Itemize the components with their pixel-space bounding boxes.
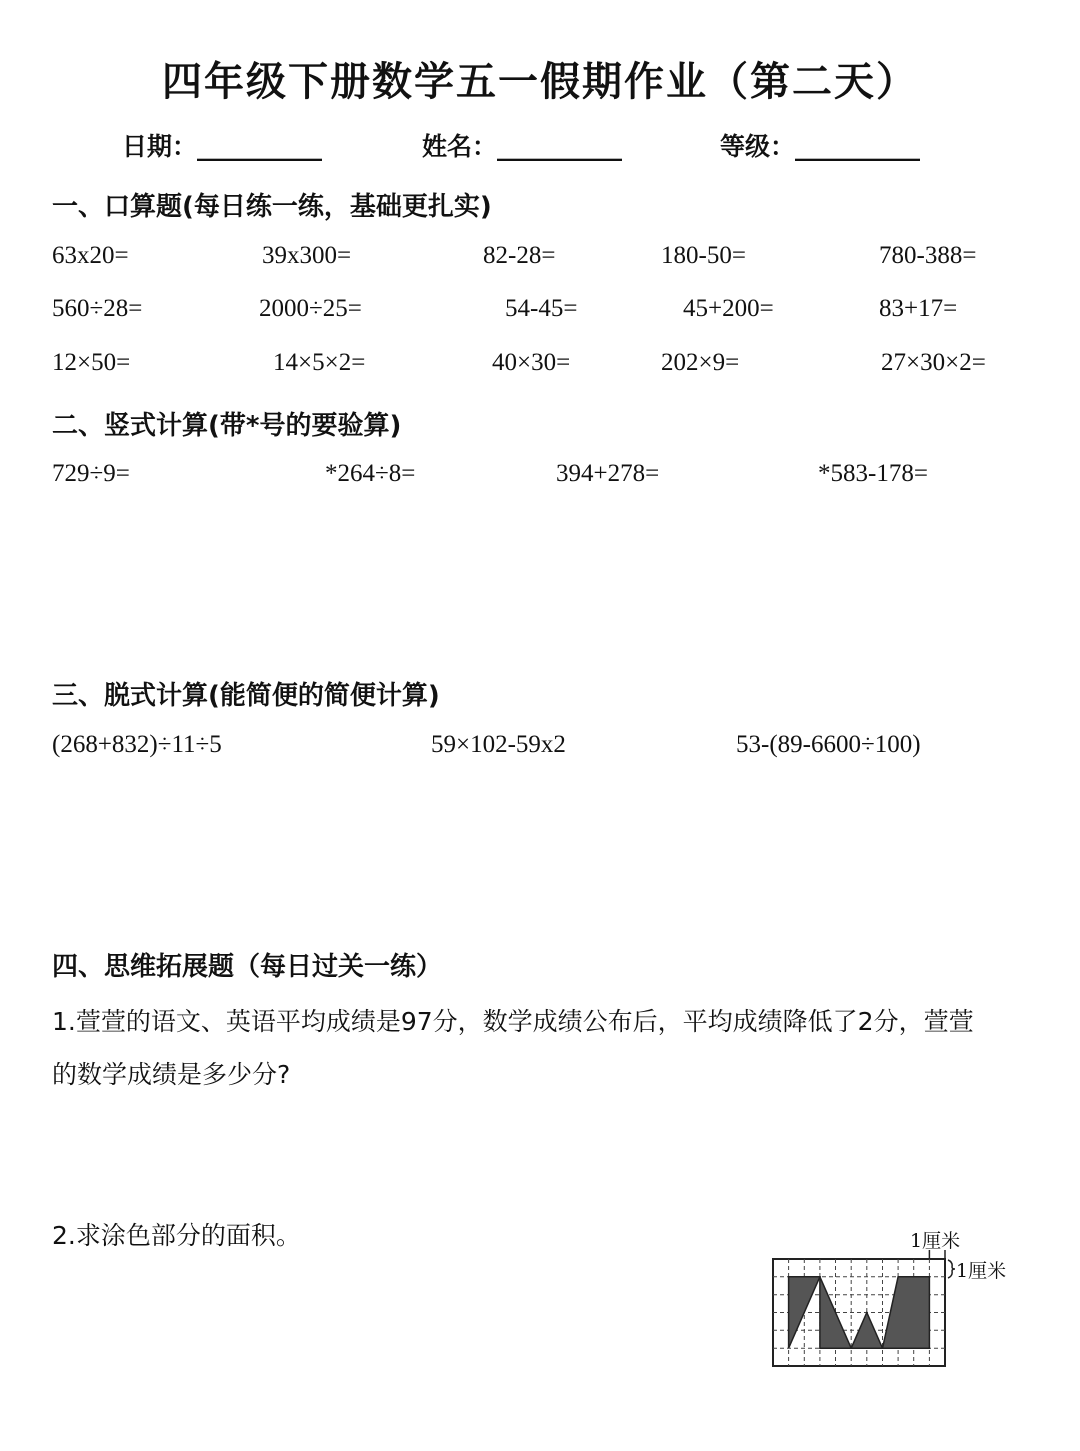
section-2-title: 二、竖式计算(带*号的要验算): [52, 411, 402, 441]
grade-label: 等级：: [720, 132, 796, 161]
vertical-calc-problem: *264÷8=: [325, 460, 416, 487]
name-field: [422, 127, 622, 163]
mental-problem: 39x300=: [262, 242, 352, 269]
mental-problem: 40×30=: [492, 349, 571, 376]
word-problem-2: 2.求涂色部分的面积。: [52, 1221, 301, 1250]
word-problem-1-line-2: 的数学成绩是多少分?: [52, 1060, 291, 1089]
word-problem-1-line-1: 1.萱萱的语文、英语平均成绩是97分，数学成绩公布后，平均成绩降低了2分，萱萱: [52, 1007, 974, 1036]
unit-brace-icon: [948, 1260, 955, 1278]
section-1-title: 一、口算题(每日练一练，基础更扎实): [52, 192, 492, 222]
shaded-area-figure: [760, 1226, 1030, 1376]
section-4-title: 四、思维拓展题（每日过关一练）: [52, 952, 443, 982]
date-field: [122, 127, 322, 163]
mental-problem: 27×30×2=: [881, 349, 986, 376]
name-label: 姓名：: [422, 132, 498, 161]
mental-problem: 180-50=: [661, 242, 746, 269]
mental-problem: 2000÷25=: [259, 295, 362, 322]
unit-width-label: 1厘米: [910, 1230, 961, 1252]
vertical-calc-problem: 394+278=: [556, 460, 660, 487]
stepwise-calc-problem: 59×102-59x2: [431, 731, 566, 758]
unit-height-label: 1厘米: [956, 1260, 1007, 1282]
mental-problem: 54-45=: [505, 295, 578, 322]
date-label: 日期：: [122, 132, 198, 161]
mental-problem: 14×5×2=: [273, 349, 366, 376]
mental-problem: 780-388=: [879, 242, 977, 269]
grid-diagram: [760, 1226, 1030, 1376]
mental-problem: 83+17=: [879, 295, 958, 322]
date-blank[interactable]: __________: [197, 132, 323, 161]
page-title: 四年级下册数学五一假期作业（第二天）: [162, 59, 918, 105]
grade-blank[interactable]: __________: [795, 132, 921, 161]
name-blank[interactable]: __________: [497, 132, 623, 161]
mental-problem: 63x20=: [52, 242, 129, 269]
vertical-calc-problem: *583-178=: [818, 460, 928, 487]
stepwise-calc-problem: 53-(89-6600÷100): [736, 731, 921, 758]
mental-problem: 560÷28=: [52, 295, 143, 322]
mental-problem: 45+200=: [683, 295, 774, 322]
grade-field: [720, 127, 920, 163]
mental-problem: 82-28=: [483, 242, 556, 269]
stepwise-calc-problem: (268+832)÷11÷5: [52, 731, 222, 758]
vertical-calc-problem: 729÷9=: [52, 460, 130, 487]
mental-problem: 202×9=: [661, 349, 740, 376]
mental-problem: 12×50=: [52, 349, 131, 376]
section-3-title: 三、脱式计算(能简便的简便计算): [52, 681, 440, 711]
